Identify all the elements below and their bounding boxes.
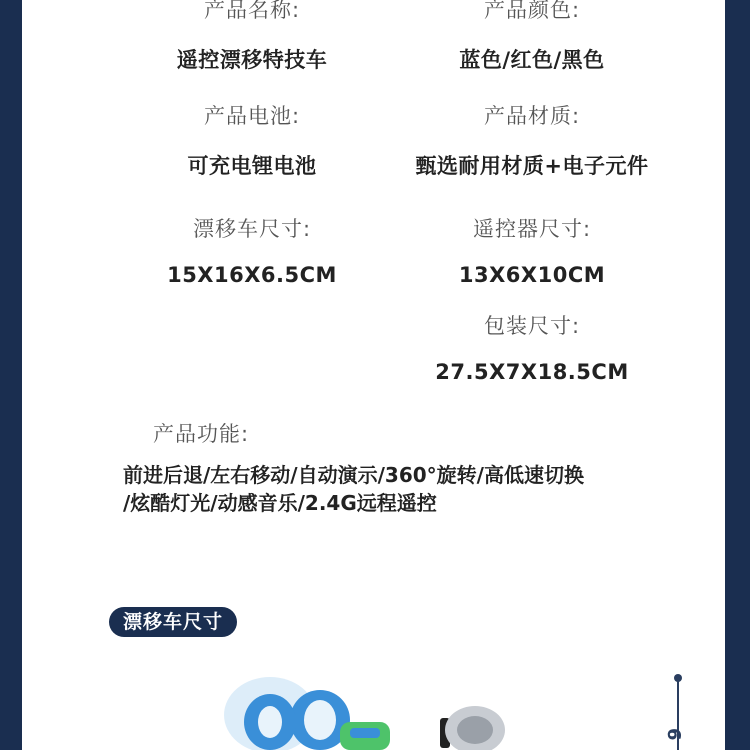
spec-label: 产品名称: [203, 0, 301, 22]
spec-label: 漂移车尺寸: [192, 217, 312, 241]
spec-product-color [367, 0, 697, 74]
spec-value: 甄选耐用材质+电子元件 [415, 154, 649, 178]
spec-label: 遥控器尺寸: [472, 217, 592, 241]
spec-value: 13X6X10CM [458, 263, 606, 287]
spec-material [367, 100, 697, 180]
features-line: 前进后退/左右移动/自动演示/360°旋转/高低速切换 [123, 463, 584, 487]
spec-label: 产品电池: [203, 104, 301, 128]
spec-value: 蓝色/红色/黑色 [459, 48, 605, 72]
product-spec-panel [22, 0, 725, 750]
features-line: /炫酷灯光/动感音乐/2.4G远程遥控 [123, 491, 437, 515]
spec-value: 15X16X6.5CM [167, 263, 337, 287]
drift-car-image [200, 660, 510, 750]
section-pill-car-size: 漂移车尺寸 [109, 607, 237, 637]
spec-label: 产品材质: [483, 104, 581, 128]
dimension-label: 6 [663, 728, 684, 741]
spec-remote-size [367, 213, 697, 287]
features-text [123, 461, 663, 517]
spec-label: 包装尺寸: [483, 314, 581, 338]
spec-package-size [367, 310, 697, 384]
spec-value: 可充电锂电池 [187, 154, 317, 178]
spec-label: 产品颜色: [483, 0, 581, 22]
spec-value: 遥控漂移特技车 [176, 48, 328, 72]
spec-value: 27.5X7X18.5CM [435, 360, 629, 384]
features-label: 产品功能: [153, 422, 250, 446]
